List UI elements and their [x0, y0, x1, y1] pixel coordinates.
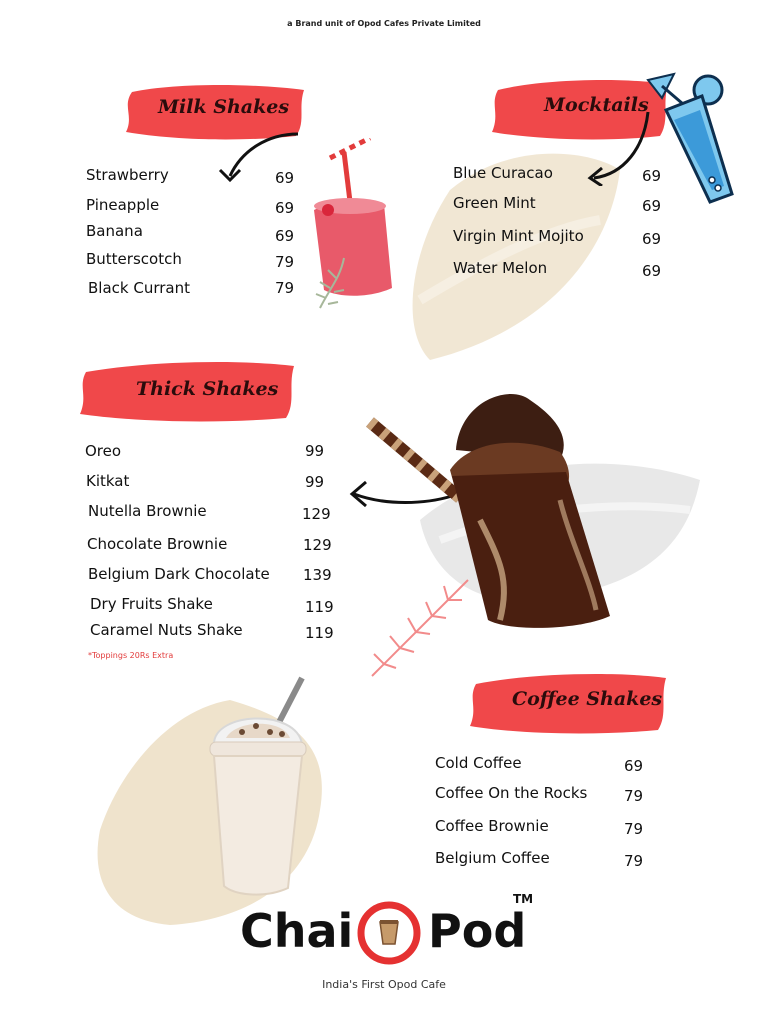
item-price: 69 [275, 199, 295, 217]
list-item: Nutella Brownie [88, 502, 207, 520]
list-item: Butterscotch [86, 250, 182, 268]
item-price: 119 [305, 598, 334, 616]
list-item: Virgin Mint Mojito [453, 227, 584, 245]
list-item: Green Mint [453, 194, 536, 212]
cup-logo-icon [356, 900, 422, 966]
list-item: Banana [86, 222, 143, 240]
item-price: 99 [305, 442, 325, 460]
cold-coffee-icon [186, 672, 326, 902]
milk-shakes-title: Milk Shakes [158, 96, 290, 118]
list-item: Coffee Brownie [435, 817, 549, 835]
item-price: 79 [624, 820, 644, 838]
item-price: 139 [303, 566, 332, 584]
strawberry-smoothie-icon [300, 138, 410, 338]
item-price: 129 [303, 536, 332, 554]
brand-note: a Brand unit of Opod Cafes Private Limited [287, 19, 481, 28]
item-price: 69 [275, 227, 295, 245]
list-item: Oreo [85, 442, 122, 460]
item-price: 79 [275, 253, 295, 271]
item-price: 69 [275, 169, 295, 187]
list-item: Pineapple [86, 196, 160, 214]
list-item: Kitkat [86, 472, 130, 490]
list-item: Water Melon [453, 259, 548, 277]
list-item: Belgium Dark Chocolate [88, 565, 270, 583]
item-price: 69 [624, 757, 644, 775]
logo-chai: Chai [240, 904, 354, 958]
item-price: 79 [275, 279, 295, 297]
coffee-shakes-title: Coffee Shakes [512, 688, 663, 710]
item-price: 69 [642, 262, 662, 280]
list-item: Chocolate Brownie [87, 535, 228, 553]
list-item: Strawberry [86, 166, 169, 184]
list-item: Black Currant [88, 279, 190, 297]
list-item: Cold Coffee [435, 754, 522, 772]
item-price: 129 [302, 505, 331, 523]
list-item: Dry Fruits Shake [90, 595, 213, 613]
item-price: 79 [624, 787, 644, 805]
tagline: India's First Opod Cafe [322, 978, 446, 991]
item-price: 99 [305, 473, 325, 491]
list-item: Blue Curacao [453, 164, 553, 182]
item-price: 69 [642, 197, 662, 215]
item-price: 119 [305, 624, 334, 642]
list-item: Coffee On the Rocks [435, 784, 588, 802]
item-price: 69 [642, 230, 662, 248]
trademark: TM [513, 892, 534, 906]
item-price: 69 [642, 167, 662, 185]
list-item: Belgium Coffee [435, 849, 550, 867]
toppings-note: *Toppings 20Rs Extra [88, 651, 174, 660]
list-item: Caramel Nuts Shake [90, 621, 243, 639]
mocktails-title: Mocktails [544, 94, 649, 116]
blue-mocktail-icon [640, 70, 740, 210]
logo-pod: Pod [428, 904, 527, 958]
item-price: 79 [624, 852, 644, 870]
thick-shakes-title: Thick Shakes [136, 378, 279, 400]
fern-icon [364, 574, 474, 684]
